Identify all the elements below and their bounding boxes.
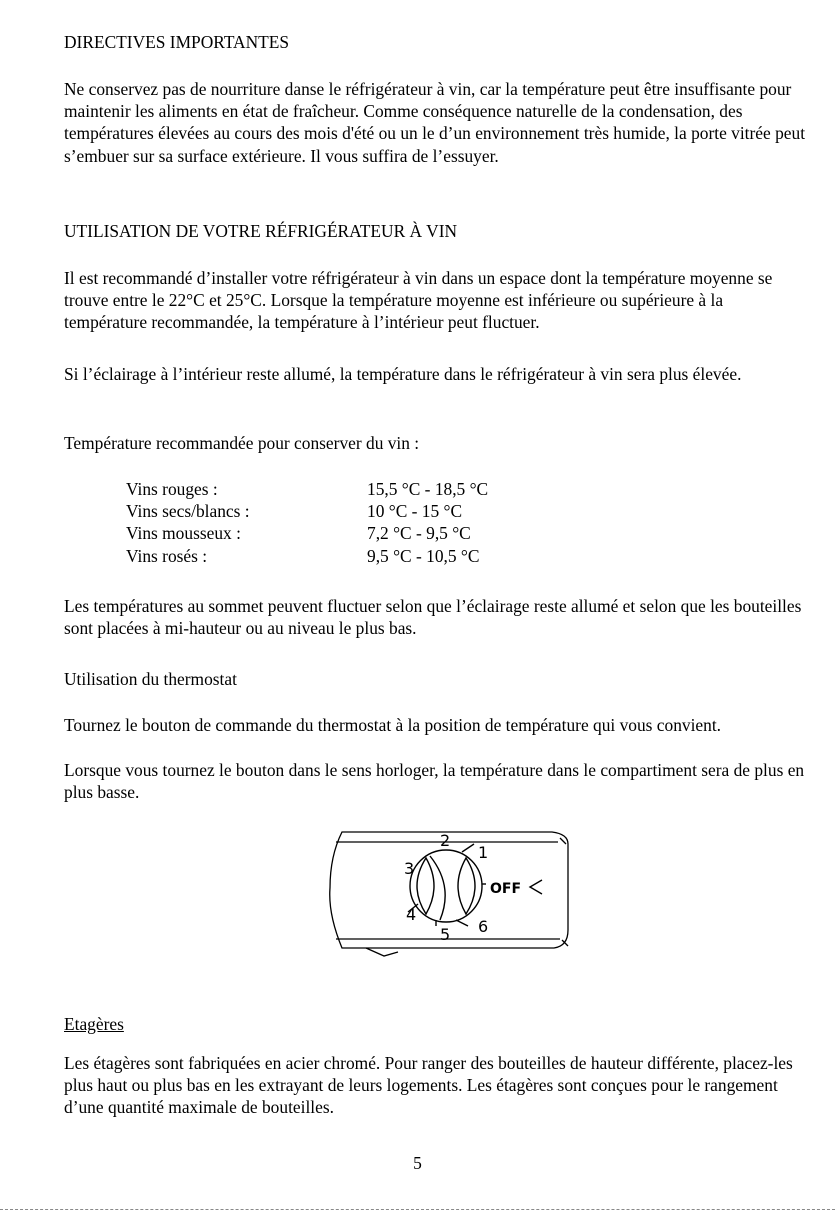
dial-position-6: 6 <box>478 917 489 936</box>
thermostat-dial-diagram <box>322 822 576 970</box>
usage-paragraph-installation: Il est recommandé d’installer votre réfrigérateur à vin dans un espace dont la température moyenne se trouve entre le 22°C et 25°C. Lorsque la température moyenne est inférieure ou supérieure à la température recommandée, la température à l’intérieur peut fluctuer. <box>64 268 773 333</box>
page-bottom-edge <box>0 1209 835 1210</box>
directives-paragraph: Ne conservez pas de nourriture danse le réfrigérateur à vin, car la température peut être insuffisante pour maintenir les aliments en état de fraîcheur. Comme conséquence naturelle de la condensation, des températures élevées au cours des mois d'été ou un le d’un environnement très humide, la porte vitrée peut s’embuer sur sa surface extérieure. Il vous suffira de l’essuyer. <box>64 79 806 166</box>
temperature-range: 15,5 °C - 18,5 °C <box>367 479 489 499</box>
temperature-row <box>126 500 546 522</box>
dial-position-3: 3 <box>404 859 415 878</box>
thermostat-heading: Utilisation du thermostat <box>64 669 237 689</box>
shelves-paragraph: Les étagères sont fabriquées en acier chromé. Pour ranger des bouteilles de hauteur différente, placez-les plus haut ou plus bas en les extrayant de leurs logements. Les étagères sont conçues pour le rangement d’une quantité maximale de bouteilles. <box>64 1053 793 1118</box>
temperature-range: 10 °C - 15 °C <box>367 501 463 522</box>
temperature-row <box>126 478 546 500</box>
dial-position-2: 2 <box>440 831 451 850</box>
dial-position-5: 5 <box>440 925 451 944</box>
temperature-range: 9,5 °C - 10,5 °C <box>367 545 480 566</box>
thermostat-direction: Lorsque vous tournez le bouton dans le sens horloger, la température dans le compartiment sera de plus en plus basse. <box>64 760 805 803</box>
dial-position-4: 4 <box>406 905 417 924</box>
thermostat-instruction: Tournez le bouton de commande du thermostat à la position de température qui vous convient. <box>64 715 722 735</box>
wine-type: Vins secs/blancs : <box>126 501 250 522</box>
temperature-row <box>126 545 546 567</box>
temperature-table <box>126 478 546 567</box>
summit-temperature-paragraph: Les températures au sommet peuvent fluctuer selon que l’éclairage reste allumé et selon que les bouteilles sont placées à mi-hauteur ou au niveau le plus bas. <box>64 596 802 639</box>
dial-off-label: OFF <box>490 881 522 897</box>
usage-heading: UTILISATION DE VOTRE RÉFRIGÉRATEUR À VIN <box>64 221 458 241</box>
temperature-row <box>126 522 546 544</box>
usage-paragraph-lighting: Si l’éclairage à l’intérieur reste allumé, la température dans le réfrigérateur à vin sera plus élevée. <box>64 364 742 384</box>
temperature-range: 7,2 °C - 9,5 °C <box>367 523 471 544</box>
shelves-heading: Etagères <box>64 1014 124 1034</box>
temperature-intro: Température recommandée pour conserver du vin : <box>64 433 420 453</box>
wine-type: Vins mousseux : <box>126 523 241 544</box>
dial-position-1: 1 <box>478 843 489 862</box>
wine-type: Vins rosés : <box>126 545 208 566</box>
thermostat-knob <box>408 843 489 926</box>
page-number: 5 <box>413 1153 422 1173</box>
wine-type: Vins rouges : <box>126 479 218 499</box>
off-pointer-icon <box>530 880 542 894</box>
directives-heading: DIRECTIVES IMPORTANTES <box>64 32 290 52</box>
